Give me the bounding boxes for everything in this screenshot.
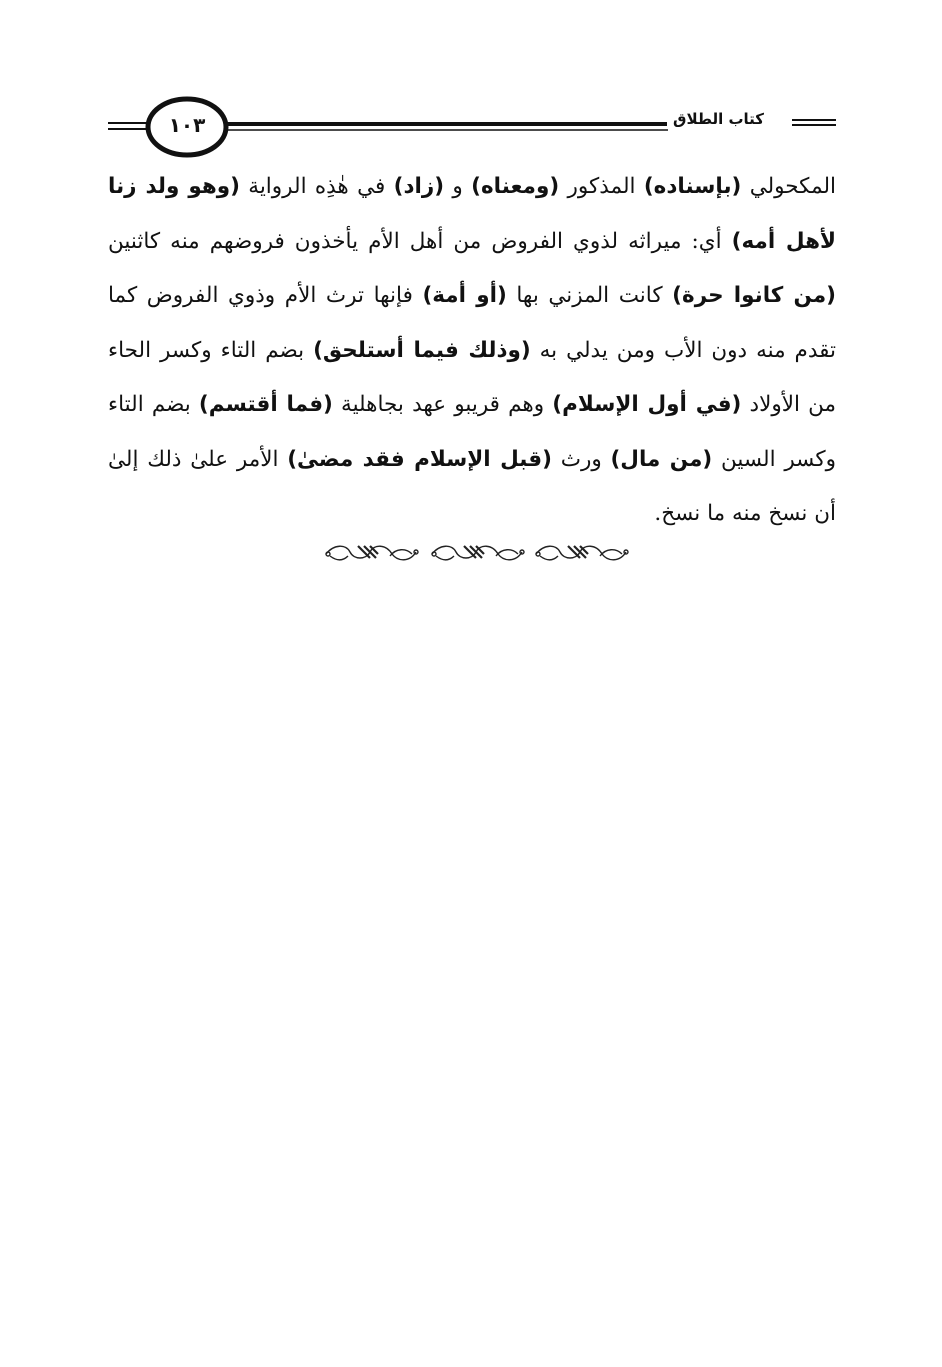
- quoted-matn-text: (وهو ولد زنا لأهل أمه): [108, 174, 836, 254]
- commentary-text: بضم التاء وكسر السين: [108, 392, 836, 472]
- floral-divider-icon: [320, 538, 632, 568]
- commentary-text: في هٰذِه الرواية: [239, 174, 394, 199]
- commentary-text: ورث: [551, 446, 611, 472]
- quoted-matn-text: (زاد): [393, 174, 445, 199]
- running-header: [108, 96, 838, 162]
- body-paragraph: [108, 160, 836, 542]
- quoted-matn-text: (في أول الإسلام): [552, 392, 742, 417]
- quoted-matn-text: (من كانوا حرة): [672, 283, 837, 308]
- quoted-matn-text: (من مال): [610, 446, 713, 472]
- commentary-text: المكحولي: [741, 174, 836, 199]
- page-number: ١٠٣: [168, 113, 206, 137]
- commentary-text: و: [444, 174, 472, 199]
- quoted-matn-text: (أو أمة): [422, 283, 507, 308]
- commentary-text: المذكور: [559, 174, 644, 199]
- quoted-matn-text: (بإسناده): [643, 174, 742, 199]
- commentary-text: بضم التاء وكسر الحاء من الأولاد: [108, 337, 836, 417]
- quoted-matn-text: (قبل الإسلام فقد مضىٰ): [287, 446, 552, 472]
- quoted-matn-text: (ومعناه): [471, 174, 560, 199]
- quoted-matn-text: (وذلك فيما أستلحق): [313, 337, 531, 363]
- commentary-text: فإنها ترث الأم وذوي الفروض كما تقدم منه دون الأب ومن يدلي به: [108, 283, 836, 363]
- book-title: كتاب الطلاق: [667, 110, 770, 128]
- commentary-text: الأمر علىٰ ذلك إلىٰ أن نسخ منه ما نسخ.: [108, 446, 836, 526]
- commentary-text: أي: ميراثه لذوي الفروض من أهل الأم يأخذون فروضهم منه كاثنين: [108, 228, 732, 254]
- commentary-text: كانت المزني بها: [506, 283, 673, 308]
- commentary-text: وهم قريبو عهد بجاهلية: [332, 392, 553, 417]
- quoted-matn-text: (فما أقتسم): [198, 392, 333, 417]
